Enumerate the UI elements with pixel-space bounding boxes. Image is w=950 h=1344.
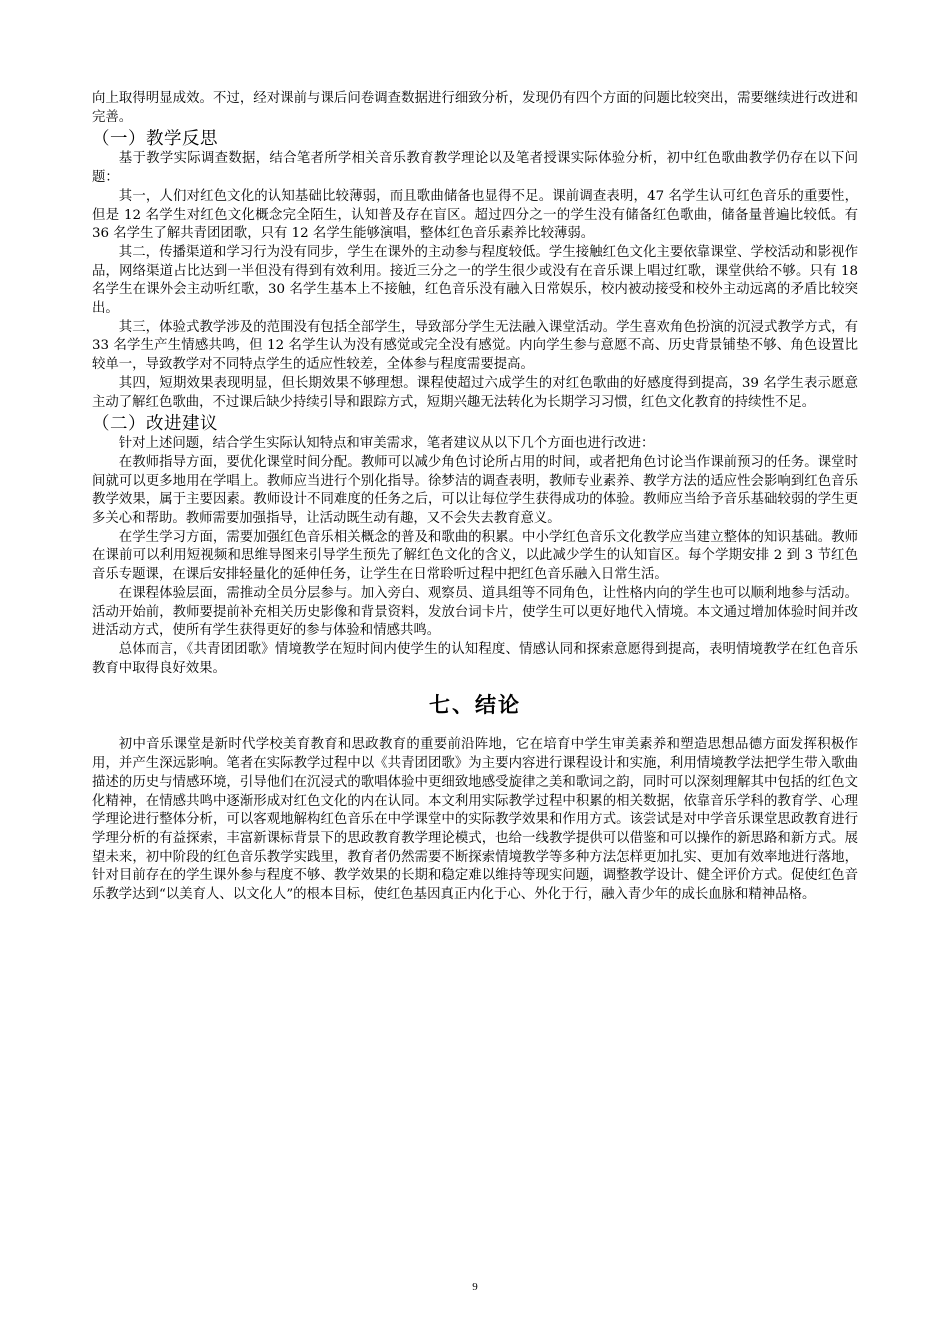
document-page (92, 90, 858, 905)
suggestions-paragraph-summary: 总体而言，《共青团团歌》情境教学在短时间内使学生的认知程度、情感认同和探索意愿得到提高，表明情境教学在红色音乐教育中取得良好效果。 (92, 641, 858, 676)
reflection-paragraph-4: 其四，短期效果表现明显，但长期效果不够理想。课程使超过六成学生的对红色歌曲的好感度得到提高，39 名学生表示愿意主动了解红色歌曲，不过课后缺少持续引导和跟踪方式，短期兴趣无法转化为长期学习习惯，红色文化教育的持续性不足。 (92, 375, 858, 410)
conclusion-heading: 七、结论 (429, 693, 521, 718)
page-number: 9 (472, 1281, 478, 1293)
conclusion-paragraph: 初中音乐课堂是新时代学校美育教育和思政教育的重要前沿阵地，它在培育中学生审美素养和塑造思想品德方面发挥积极作用，并产生深远影响。笔者在实际教学过程中以《共青团团歌》为主要内容进行课程设计和实施，利用情境教学法把学生带入歌曲描述的历史与情感环境，引导他们在沉浸式的歌唱体验中更细致地感受旋律之美和歌词之韵，同时可以深刻理解其中包括的红色文化精神，在情感共鸣中逐渐形成对红色文化的内在认同。本文利用实际教学过程中积累的相关数据，依靠音乐学科的教育学、心理学理论进行整体分析，可以客观地解构红色音乐在中学课堂中的实际教学效果和作用方式。该尝试是对中学音乐课堂思政教育进行学理分析的有益探索，丰富新课标背景下的思政教育教学理论模式，也给一线教学提供可以借鉴和可以操作的新思路和新方式。展望未来，初中阶段的红色音乐教学实践里，教育者仍然需要不断探索情境教学等多种方法怎样更加扎实、更加有效率地进行落地，针对目前存在的学生课外参与程度不够、教学效果的长期和稳定难以维持等现实问题，调整教学设计、健全评价方式。促使红色音乐教学达到“以美育人、以文化人”的根本目标，使红色基因真正内化于心、外化于行，融入青少年的成长血脉和精神品格。 (92, 737, 858, 903)
reflection-paragraph-3: 其三，体验式教学涉及的范围没有包括全部学生，导致部分学生无法融入课堂活动。学生喜欢角色扮演的沉浸式教学方式，有 33 名学生产生情感共鸣，但 12 名学生认为没有感觉或完全没有感觉。内向学生参与意愿不高、历史背景铺垫不够、角色设置比较单一，导致教学对不同特点学生的适应性较差，全体参与程度需要提高。 (92, 319, 858, 373)
reflection-paragraph-2: 其二，传播渠道和学习行为没有同步，学生在课外的主动参与程度较低。学生接触红色文化主要依靠课堂、学校活动和影视作品，网络渠道占比达到一半但没有得到有效利用。接近三分之一的学生很少或没有在音乐课上唱过红歌，课堂供给不够。只有 18 名学生在课外会主动听红歌，30 名学生基本上不接触，红色音乐没有融入日常娱乐，校内被动接受和校外主动远离的矛盾比较突出。 (92, 244, 858, 317)
reflection-paragraph-1: 其一，人们对红色文化的认知基础比较薄弱，而且歌曲储备也显得不足。课前调查表明，47 名学生认可红色音乐的重要性，但是 12 名学生对红色文化概念完全陌生，认知普及存在盲区。超过四分之一的学生没有储备红色歌曲，储备量普遍比较低。有 36 名学生了解共青团团歌，只有 12 名学生能够演唱，整体红色音乐素养比较薄弱。 (92, 188, 858, 242)
suggestions-paragraph-experience: 在课程体验层面，需推动全员分层参与。加入旁白、观察员、道具组等不同角色，让性格内向的学生也可以顺利地参与活动。活动开始前，教师要提前补充相关历史影像和背景资料，发放台词卡片，使学生可以更好地代入情境。本文通过增加体验时间并改进活动方式，使所有学生获得更好的参与体验和情感共鸣。 (92, 585, 858, 639)
suggestions-paragraph-intro: 针对上述问题，结合学生实际认知特点和审美需求，笔者建议从以下几个方面也进行改进： (118, 436, 655, 452)
reflection-heading: （一）教学反思 (92, 129, 218, 150)
intro-paragraph: 向上取得明显成效。不过，经对课前与课后问卷调查数据进行细致分析，发现仍有四个方面的问题比较突出，需要继续进行改进和完善。 (92, 91, 858, 125)
reflection-paragraph-intro: 基于教学实际调查数据，结合笔者所学相关音乐教育教学理论以及笔者授课实际体验分析，初中红色歌曲教学仍存在以下问题： (92, 151, 858, 186)
suggestions-paragraph-student: 在学生学习方面，需要加强红色音乐相关概念的普及和歌曲的积累。中小学红色音乐文化教学应当建立整体的知识基础。教师在课前可以利用短视频和思维导图来引导学生预先了解红色文化的含义，以此减少学生的认知盲区。每个学期安排 2 到 3 节红色音乐专题课，在课后安排轻量化的延伸任务，让学生在日常聆听过程中把红色音乐融入日常生活。 (92, 529, 858, 583)
suggestions-paragraph-teacher: 在教师指导方面，要优化课堂时间分配。教师可以减少角色讨论所占用的时间，或者把角色讨论当作课前预习的任务。课堂时间就可以更多地用在学唱上。教师应当进行个别化指导。徐梦洁的调查表明，教师专业素养、教学方法的适应性会影响到红色音乐教学效果，属于主要因素。教师设计不同难度的任务之后，可以让每位学生获得成功的体验。教师应当给予音乐基础较弱的学生更多关心和帮助。教师需要加强指导，让活动既生动有趣，又不会失去教育意义。 (92, 454, 858, 527)
suggestions-heading: （二）改进建议 (92, 414, 218, 435)
